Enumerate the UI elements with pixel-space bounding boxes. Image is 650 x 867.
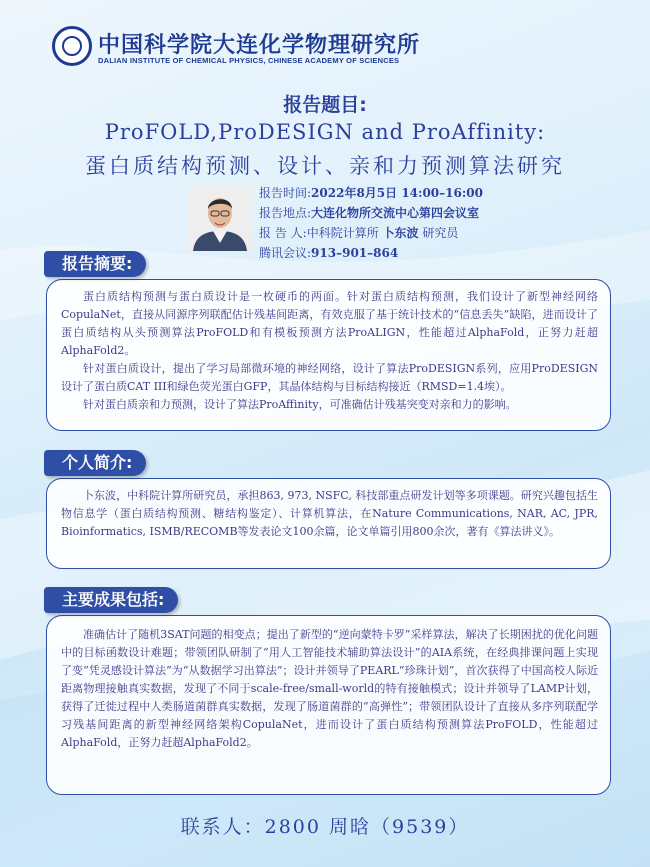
contact-line: 联系人：2800 周晗（9539） [180, 816, 470, 838]
achievements-heading: 主要成果包括: [44, 587, 178, 613]
talk-info [259, 183, 483, 263]
speaker-photo [187, 185, 253, 251]
institute-name-cn: 中国科学院大连化学物理研究所 [98, 32, 421, 58]
report-title-cn: 蛋白质结构预测、设计、亲和力预测算法研究 [85, 154, 565, 178]
time-value: 2022年8月5日 14:00–16:00 [311, 186, 483, 200]
place-row: 报告地点:大连化物所交流中心第四会议室 [259, 206, 480, 220]
abstract-heading: 报告摘要: [44, 251, 146, 277]
place-value: 大连化物所交流中心第四会议室 [311, 206, 480, 220]
meeting-row: 腾讯会议:913–901–864 [259, 246, 399, 260]
bio-box [46, 478, 611, 569]
report-title-en: ProFOLD,ProDESIGN and ProAffinity: [104, 120, 546, 144]
time-row: 报告时间:2022年8月5日 14:00–16:00 [259, 186, 483, 200]
bio-heading: 个人简介: [44, 450, 146, 476]
institute-header [52, 26, 612, 76]
abstract-box [46, 279, 611, 431]
achievements-paragraph: 准确估计了随机3SAT问题的相变点；提出了新型的“逆向蒙特卡罗”采样算法，解决了长期困扰的优化问题中的目标函数设计难题；带领团队研制了“用人工智能技术辅助算法设计”的AIA系统，在经典排课问题上实现了变“凭灵感设计算法”为“从数据学习出算法”；设计并领导了PEARL“珍珠计划”，首次获得了中国高校人际近距离物理接触真实数据，发现了不同于scale-free/small-world的特有接触模式；设计并领导了LAMP计划，获得了迁徙过程中人类肠道菌群真实数据，发现了肠道菌群的“高弹性”；带领团队设计了直接从多序列联配学习残基间距离的新型神经网络架构CopulaNet，进而设计了蛋白质结构预测算法ProFOLD，性能超过AlphaFold，正努力赶超AlphaFold2。 [61, 628, 598, 749]
speaker-title: 研究员 [422, 226, 459, 240]
report-title-label: 报告题目: [283, 94, 367, 116]
institute-name-en: DALIAN INSTITUTE OF CHEMICAL PHYSICS, CHINESE ACADEMY OF SCIENCES [98, 56, 400, 65]
abstract-paragraph: 针对蛋白质亲和力预测，设计了算法ProAffinity，可准确估计残基突变对亲和力的影响。 [83, 398, 517, 411]
speaker-name: 卜东波 [382, 226, 419, 240]
abstract-paragraph: 针对蛋白质设计，提出了学习局部微环境的神经网络，设计了算法ProDESIGN系列，应用ProDESIGN设计了蛋白质CAT III和绿色荧光蛋白GFP，其晶体结构与目标结构接近（RMSD=1.4埃）。 [61, 362, 598, 393]
institute-logo-icon [52, 26, 92, 66]
speaker-row: 报 告 人:中科院计算所 卜东波 研究员 [259, 226, 459, 240]
bio-paragraph: 卜东波，中科院计算所研究员，承担863, 973, NSFC, 科技部重点研发计划等多项课题。研究兴趣包括生物信息学（蛋白质结构预测、糖结构鉴定）、计算机算法，在Nature Communications, NAR, AC, JPR, Bioinformatics, ISMB/RECOMB等发表论文100余篇，论文单篇引用800余次，著有《算法讲义》。 [61, 489, 598, 538]
meeting-id: 913–901–864 [311, 246, 399, 260]
abstract-paragraph: 蛋白质结构预测与蛋白质设计是一枚硬币的两面。针对蛋白质结构预测，我们设计了新型神经网络CopulaNet，直接从同源序列联配估计残基间距离，有效克服了基于统计技术的“信息丢失”缺陷，进而设计了蛋白质结构从头预测算法ProFOLD和有模板预测方法ProALIGN，性能超过AlphaFold，正努力赶超AlphaFold2。 [61, 290, 598, 357]
achievements-box [46, 615, 611, 795]
speaker-org: 中科院计算所 [306, 226, 379, 240]
